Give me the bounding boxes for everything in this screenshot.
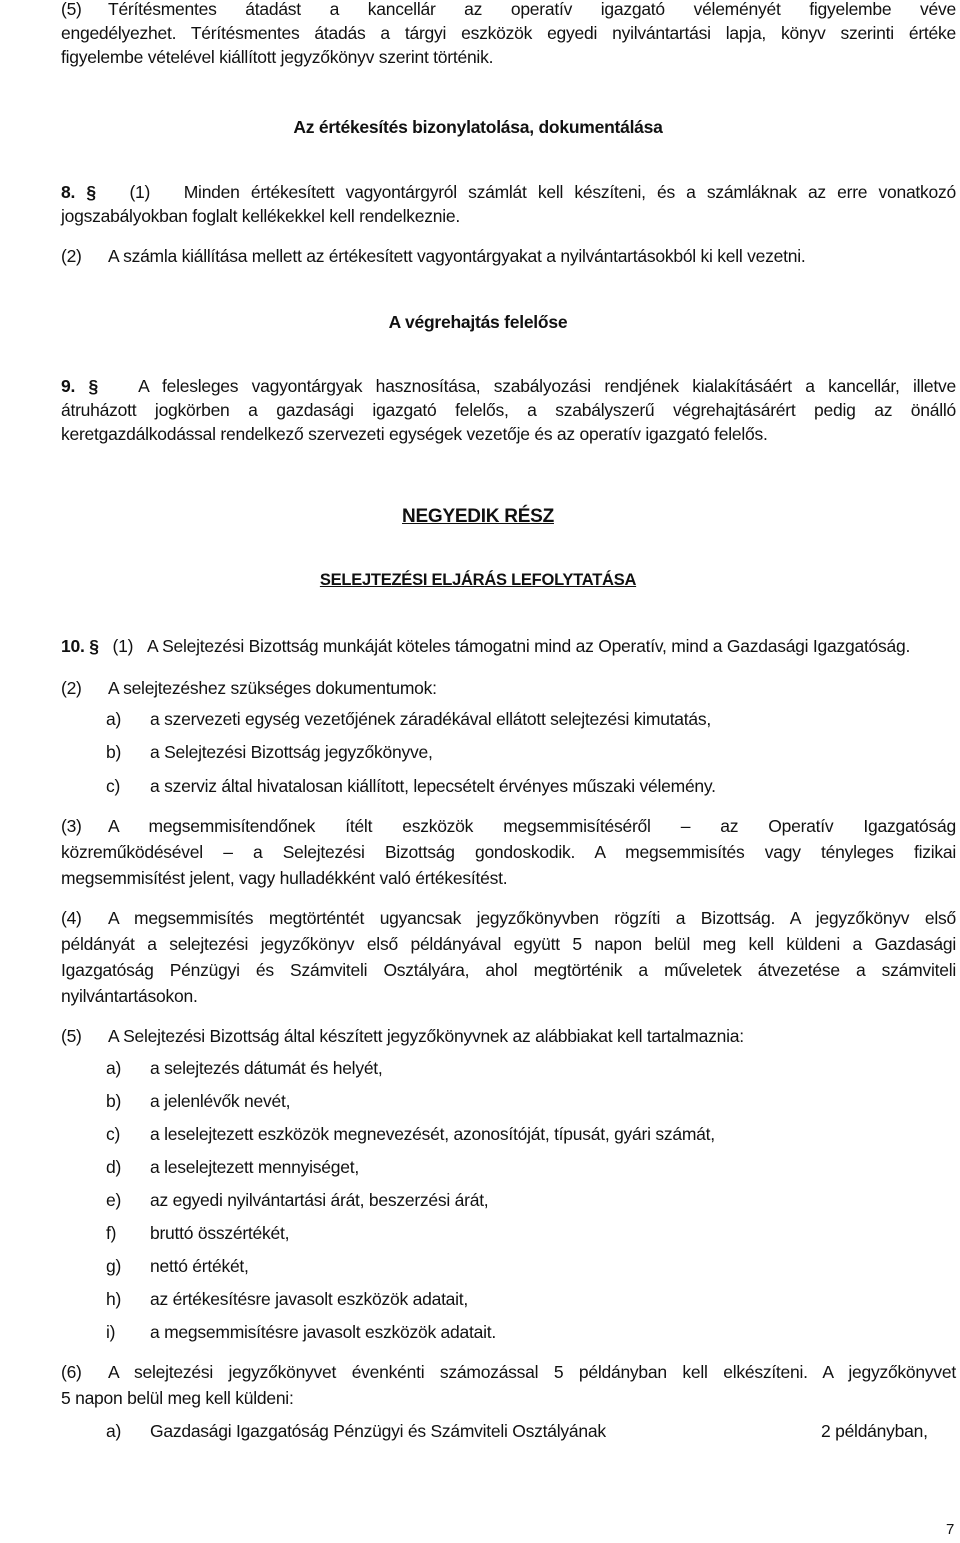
section-number: 10. — [61, 636, 85, 656]
section-heading: Az értékesítés bizonylatolása, dokumentálása — [293, 117, 663, 137]
paragraph-label: (5) — [61, 0, 82, 19]
paragraph-5-line-2: engedélyezhet. Térítésmentes átadás a tárgyi eszközök egyedi nyilvántartási lapja, könyv szerinti értéke — [61, 23, 956, 43]
section-10-paragraph-6-line-2: 5 napon belül meg kell küldeni: — [61, 1388, 294, 1408]
section-10-paragraph-4-line-4: nyilvántartásokon. — [61, 986, 198, 1006]
section-9-line-2: átruházott jogkörben a gazdasági igazgató felelős, a szabályszerű végrehajtásárért pedig az önálló — [61, 400, 956, 420]
section-9-line-1: 9. § A felesleges vagyontárgyak hasznosítása, szabályozási rendjének kialakításáért a kancellár, illetve — [61, 376, 956, 396]
section-10-paragraph-4-line-3: Igazgatóság Pénzügyi és Számviteli Osztályára, ahol megtörténik a műveletek átvezetése a számviteli — [61, 960, 956, 980]
paragraph-label: (3) — [61, 816, 82, 836]
list-item: b) a Selejtezési Bizottság jegyzőkönyve, — [106, 742, 433, 762]
section-10-paragraph-3-line-3: megsemmisítést jelent, vagy hulladékként való értékesítést. — [61, 868, 508, 888]
section-8-line-1: 8. § (1) Minden értékesített vagyontárgyról számlát kell készíteni, és a számláknak az erre vonatkozó — [61, 182, 956, 202]
list-item: b) a jelenlévők nevét, — [106, 1091, 291, 1111]
section-10-paragraph-4-line-1: (4) A megsemmisítés megtörténtét ugyancsak jegyzőkönyvben rögzíti a Bizottság. A jegyzőkönyv első — [61, 906, 956, 931]
list-item: a) Gazdasági Igazgatóság Pénzügyi és Számviteli Osztályának — [106, 1421, 606, 1441]
paragraph-label: (1) — [112, 636, 134, 656]
paragraph-label: (4) — [61, 908, 82, 928]
copy-count: 2 példányban, — [821, 1421, 928, 1441]
section-10-paragraph-6-line-1: (6) A selejtezési jegyzőkönyvet évenkénti számozással 5 példányban kell elkészíteni. A jegyzőkönyvet — [61, 1360, 956, 1385]
list-item: c) a leselejtezett eszközök megnevezését, azonosítóját, típusát, gyári számát, — [106, 1124, 715, 1144]
section-number: 9. — [61, 376, 76, 396]
paragraph-label: (5) — [61, 1026, 82, 1046]
list-item: c) a szerviz által hivatalosan kiállított, lepecsételt érvényes műszaki vélemény. — [106, 776, 716, 796]
paragraph-label: (1) — [129, 182, 151, 202]
section-8-line-2: jogszabályokban foglalt kellékekkel kell rendelkeznie. — [61, 206, 460, 226]
list-item: i) a megsemmisítésre javasolt eszközök adatait. — [106, 1322, 496, 1342]
page-number: 7 — [946, 1521, 955, 1538]
part-subtitle: SELEJTEZÉSI ELJÁRÁS LEFOLYTATÁSA — [319, 571, 637, 589]
part-title: NEGYEDIK RÉSZ — [402, 506, 554, 527]
section-number: 8. — [61, 182, 76, 202]
section-sign: § — [89, 636, 99, 656]
list-item: h) az értékesítésre javasolt eszközök adatait, — [106, 1289, 469, 1309]
paragraph-label: (6) — [61, 1362, 82, 1382]
list-item: d) a leselejtezett mennyiséget, — [106, 1157, 359, 1177]
section-10-paragraph-3-line-1: (3) A megsemmisítendőnek ítélt eszközök megsemmisítéséről – az Operatív Igazgatóság — [61, 814, 956, 839]
section-8-paragraph-2: (2) A számla kiállítása mellett az értékesített vagyontárgyakat a nyilvántartásokból ki kell vezetni. — [61, 244, 805, 269]
section-10-paragraph-1: 10. § (1) A Selejtezési Bizottság munkáját köteles támogatni mind az Operatív, mind a Gazdasági Igazgatóság. — [61, 636, 911, 656]
section-sign: § — [88, 376, 98, 396]
list-item: f) bruttó összértékét, — [106, 1223, 290, 1243]
section-10-paragraph-3-line-2: közreműködésével – a Selejtezési Bizottság gondoskodik. A megsemmisítés vagy tényleges fizikai — [61, 842, 956, 862]
list-item: e) az egyedi nyilvántartási árát, beszerzési árát, — [106, 1190, 489, 1210]
section-10-paragraph-4-line-2: példányát a selejtezési jegyzőkönyv első példányával együtt 5 napon belül meg kell küldeni a Gazdasági — [61, 934, 956, 954]
paragraph-5-line-1: (5) Térítésmentes átadást a kancellár az operatív igazgató véleményét figyelembe véve — [61, 0, 956, 22]
list-item: a) a selejtezés dátumát és helyét, — [106, 1058, 383, 1078]
list-item: a) a szervezeti egység vezetőjének záradékával ellátott selejtezési kimutatás, — [106, 709, 711, 729]
section-9-line-3: keretgazdálkodással rendelkező szervezeti egységek vezetője és az operatív igazgató felelős. — [61, 424, 768, 444]
section-10-paragraph-2: (2) A selejtezéshez szükséges dokumentumok: — [61, 676, 437, 701]
list-item: g) nettó értékét, — [106, 1256, 249, 1276]
section-10-paragraph-5: (5) A Selejtezési Bizottság által készített jegyzőkönyvnek az alábbiakat kell tartalmaznia: — [61, 1024, 744, 1049]
paragraph-label: (2) — [61, 246, 82, 266]
section-heading: A végrehajtás felelőse — [388, 312, 568, 332]
paragraph-5-line-3: figyelembe vételével kiállított jegyzőkönyv szerint történik. — [61, 47, 494, 67]
paragraph-label: (2) — [61, 678, 82, 698]
section-sign: § — [86, 182, 96, 202]
